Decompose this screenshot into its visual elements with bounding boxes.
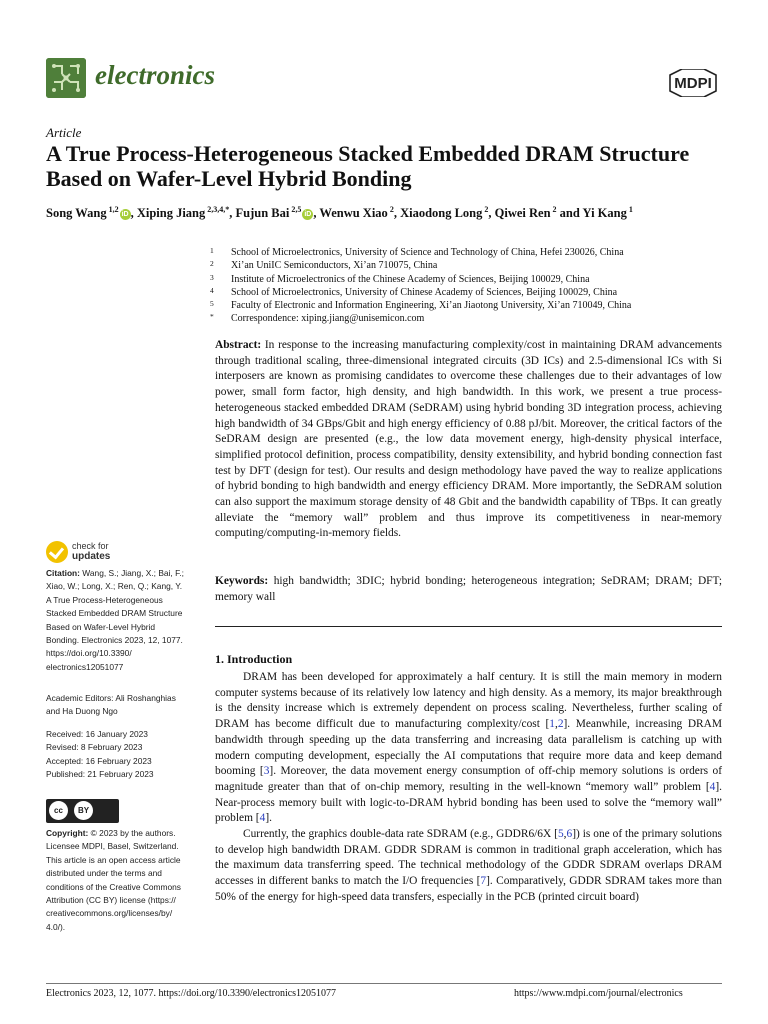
affiliation-number: 5 bbox=[210, 299, 214, 309]
citation-link[interactable]: 6 bbox=[566, 828, 573, 841]
citation-link[interactable]: 5 bbox=[557, 828, 564, 841]
author-affil-sup: 2 bbox=[387, 205, 394, 214]
introduction-body bbox=[215, 670, 722, 906]
author-name: Qiwei Ren bbox=[494, 206, 551, 221]
cc-icon: cc bbox=[49, 801, 68, 820]
affiliation bbox=[210, 286, 730, 299]
affiliation-number: 1 bbox=[210, 246, 214, 255]
affiliation-text: School of Microelectronics, University of Science and Technology of China, Hefei 230026, China bbox=[231, 247, 624, 258]
abstract-label: Abstract: bbox=[215, 339, 262, 351]
copyright-label: Copyright: bbox=[46, 828, 89, 838]
editors-line: Academic Editors: Ali Roshanghias bbox=[46, 693, 176, 703]
author-affil-sup: 1,2 bbox=[106, 205, 119, 214]
citation-link[interactable]: 2 bbox=[557, 718, 564, 731]
article-title: A True Process-Heterogeneous Stacked Embedded DRAM Structure Based on Wafer-Level Hybrid Bonding bbox=[46, 141, 690, 191]
footer-journal-url[interactable]: https://www.mdpi.com/journal/electronics bbox=[514, 988, 683, 999]
affiliation bbox=[210, 312, 730, 325]
publisher-name: MDPI bbox=[674, 75, 712, 92]
copyright-line: This article is an open access article bbox=[46, 854, 181, 865]
citation-link[interactable]: 3 bbox=[263, 765, 270, 778]
copyright-line: 4.0/). bbox=[46, 921, 66, 932]
author-name: Xiaodong Long bbox=[400, 206, 483, 221]
copyright-line: conditions of the Creative Commons bbox=[46, 881, 181, 892]
author-name: Wenwu Xiao bbox=[319, 206, 388, 221]
author-affil-sup: 2,5 bbox=[289, 205, 302, 214]
check-line2: updates bbox=[72, 551, 111, 562]
orcid-icon[interactable]: iD bbox=[121, 210, 129, 218]
citation-label: Citation: bbox=[46, 568, 80, 578]
affiliation-text: Correspondence: xiping.jiang@unisemicon.com bbox=[231, 313, 425, 325]
affiliation bbox=[210, 273, 730, 286]
abstract bbox=[215, 338, 722, 542]
citation-link[interactable]: 1 bbox=[549, 718, 555, 731]
affiliation-text: Xi’an UniIC Semiconductors, Xi’an 710075, China bbox=[231, 260, 438, 272]
divider bbox=[215, 626, 722, 627]
author-list: Song Wang $^{1,2}$iD , Xiping Jiang $^{2,3,4,*}$, Fujun Bai $^{2,5}$iD , Wenwu Xiao $^2$, Xiaodong Long $^2$, Qiwei Ren $^2$ and Yi Kang $^1$ bbox=[46, 205, 633, 221]
author-name: Yi Kang bbox=[582, 206, 627, 221]
check-updates-icon bbox=[46, 541, 68, 563]
footer-divider bbox=[46, 983, 722, 984]
paragraph: DRAM has been developed for approximately a half century. It is still the main memory in modern computer systems because of its relatively low latency and high density. As a memory, its major breakthrough is the density increase which is extremely dependent on process scaling. Nevertheless, further scaling of DRAM has become difficult due to manufacturing complexity/cost [1,2]. Meanwhile, increasing DRAM bandwidth through speeding up the data transferring and increasing data parallelism is catching up with modern computing development, especially the AI computations that require more data and keep demand booming [3]. Moreover, the data movement energy consumption of off-chip memory solutions is orders of magnitude greater than that of on-chip memory, resulting in the well-known “memory wall” problem [4]. Near-process memory built with logic-to-DRAM hybrid bonding has been used to solve the “memory wall” problem [4]. bbox=[215, 671, 722, 825]
affiliation-number: 3 bbox=[210, 272, 214, 282]
citation-line: Xiao, W.; Long, X.; Ren, Q.; Kang, Y. bbox=[46, 581, 183, 592]
citation-line: A True Process-Heterogeneous bbox=[46, 594, 163, 605]
affiliation-number: 2 bbox=[210, 259, 214, 269]
affiliations bbox=[210, 246, 730, 326]
keywords-label: Keywords: bbox=[215, 575, 269, 587]
orcid-icon[interactable]: iD bbox=[304, 210, 312, 218]
citation-line: Based on Wafer-Level Hybrid bbox=[46, 621, 156, 632]
citation-line: https://doi.org/10.3390/ bbox=[46, 648, 132, 659]
abstract-text: In response to the increasing manufacturing complexity/cost in maintaining DRAM advancements through traditional scaling, three-dimensional integrated circuits (3D ICs) and 2.5-dimensional ICs with Si interposers are known as promising candidates to overcome these challenges due to their advantages of low power, small form factor, high density, and high bandwidth. In this work, we present a true process-heterogeneous stacked embedded DRAM (SeDRAM) using hybrid bonding 3D integration process, achieving high bandwidth of 34 GBps/Gbit and high energy efficiency of 0.88 pJ/bit. Moreover, the critical factors of the SeDRAM design are presented (e.g., the low data movement energy, high-density physical interface, simplified protocol definition, process compatibility, density extensibility, and hybrid bonding connection fast test by DFT (design for test). Our results and design methodology have paved the way to realize applications of hybrid bonding to high bandwidth and energy efficiency DRAM. More importantly, the SeDRAM solution can also support the maximum storage density of 48 Gbit and the bandwidth capability of TBps. It can greatly alleviate the “memory wall” problem and thus improve its competitiveness in near-memory computing/computing-in-memory fields. bbox=[215, 339, 722, 540]
author-name: Xiping Jiang bbox=[136, 206, 206, 221]
copyright-line: distributed under the terms and bbox=[46, 868, 162, 879]
citation-link[interactable]: 7 bbox=[480, 875, 487, 888]
section-heading: 1. Introduction bbox=[215, 652, 293, 666]
author-affil-sup: 2,3,4,* bbox=[205, 205, 230, 214]
journal-logo-icon bbox=[46, 58, 86, 98]
copyright-line: Attribution (CC BY) license (https:// bbox=[46, 895, 176, 906]
date-line: Revised: 8 February 2023 bbox=[46, 742, 143, 753]
journal-name: electronics bbox=[95, 60, 215, 90]
affiliation bbox=[210, 299, 730, 312]
citation-line: Bonding. Electronics 2023, 12, 1077. bbox=[46, 635, 183, 646]
copyright bbox=[46, 827, 203, 934]
mdpi-logo bbox=[666, 69, 720, 97]
date-line: Accepted: 16 February 2023 bbox=[46, 755, 152, 766]
keywords bbox=[215, 574, 722, 605]
affiliation-text: Institute of Microelectronics of the Chinese Academy of Sciences, Beijing 100029, China bbox=[231, 273, 590, 285]
check-line1: check for bbox=[72, 541, 109, 551]
author-affil-sup: 1 bbox=[626, 205, 633, 214]
check-for-updates-button[interactable] bbox=[46, 541, 196, 565]
citation-line: Wang, S.; Jiang, X.; Bai, F.; bbox=[79, 568, 184, 578]
affiliation-number: 4 bbox=[210, 285, 214, 295]
editors-line: and Ha Duong Ngo bbox=[46, 706, 118, 717]
citation-line: electronics12051077 bbox=[46, 661, 124, 672]
copyright-line: Licensee MDPI, Basel, Switzerland. bbox=[46, 841, 179, 852]
keywords-text: high bandwidth; 3DIC; hybrid bonding; heterogeneous integration; SeDRAM; DRAM; DFT; memory wall bbox=[215, 575, 722, 603]
author-name: Song Wang bbox=[46, 206, 107, 221]
author-affil-sup: 2 bbox=[482, 205, 489, 214]
cc-by-license-badge[interactable] bbox=[46, 799, 119, 823]
paragraph: Currently, the graphics double-data rate SDRAM (e.g., GDDR6/6X [5,6]) is one of the primary solutions to develop high bandwidth DRAM. GDDR SDRAM is common in traditional graph acceleration, which has the maximum data transferring speed. The technical methodology of the GDDR SDRAM overlaps DRAM accesses in different banks to match the I/O frequencies [7]. Comparatively, GDDR SDRAM takes more than 50% of the energy for high-speed data transfers, especially in the PCB (printed circuit board) bbox=[215, 828, 722, 903]
affiliation-number: * bbox=[210, 312, 214, 322]
author-affil-sup: 2 bbox=[550, 205, 557, 214]
copyright-line: © 2023 by the authors. bbox=[88, 828, 176, 838]
citation-line: Stacked Embedded DRAM Structure bbox=[46, 608, 183, 619]
by-icon: BY bbox=[74, 801, 93, 820]
citation bbox=[46, 567, 203, 674]
footer-citation: Electronics 2023, 12, 1077. https://doi.org/10.3390/electronics12051077 bbox=[46, 988, 337, 999]
dates bbox=[46, 728, 203, 782]
citation-link[interactable]: 4 bbox=[709, 780, 716, 793]
article-type: Article bbox=[46, 125, 82, 140]
affiliation-text: School of Microelectronics, University of Chinese Academy of Sciences, Beijing 100029, China bbox=[231, 286, 618, 298]
author-name: Fujun Bai bbox=[235, 206, 290, 221]
date-line: Received: 16 January 2023 bbox=[46, 729, 148, 739]
date-line: Published: 21 February 2023 bbox=[46, 769, 154, 780]
affiliation bbox=[210, 259, 730, 272]
affiliation bbox=[210, 246, 730, 259]
academic-editors bbox=[46, 692, 203, 719]
citation-link[interactable]: 4 bbox=[259, 812, 266, 825]
affiliation-text: Faculty of Electronic and Information Engineering, Xi’an Jiaotong University, Xi’an 710049, China bbox=[231, 300, 632, 312]
copyright-line: creativecommons.org/licenses/by/ bbox=[46, 908, 173, 919]
